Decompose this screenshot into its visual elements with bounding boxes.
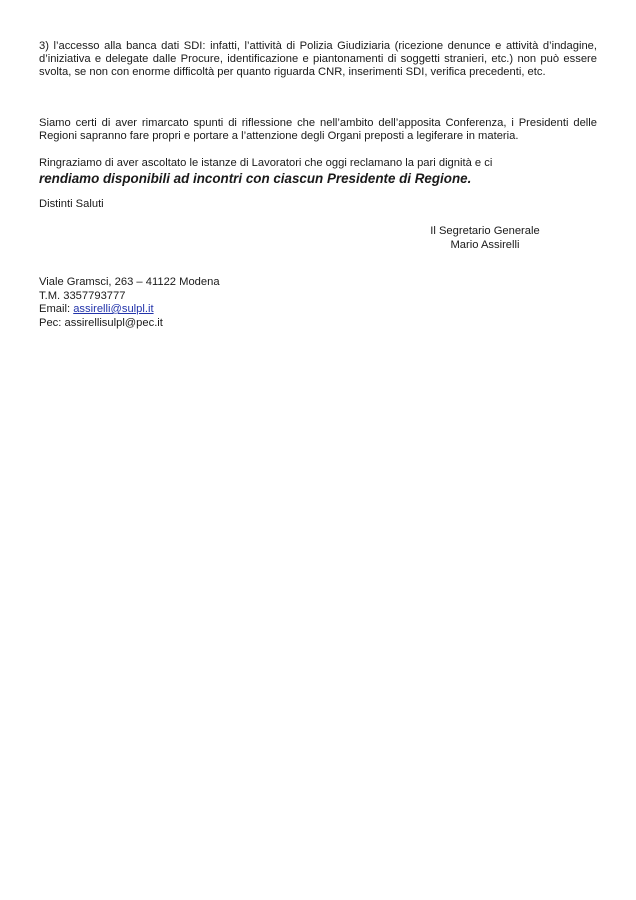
signature-block [400,225,570,253]
pec-line [39,317,220,331]
paragraph-thanks [39,157,597,187]
pec-label: Pec: [39,316,65,329]
postal-address: Viale Gramsci, 263 – 41122 Modena [39,276,220,288]
contact-block [39,276,220,330]
greeting: Distinti Saluti [39,198,104,210]
signature-title: Il Segretario Generale [430,225,540,237]
phone-number: T.M. 3357793777 [39,289,126,302]
email-line [39,303,220,317]
availability-statement: rendiamo disponibili ad incontri con ciascun Presidente di Regione. [39,171,472,186]
paragraph-conference: Siamo certi di aver rimarcato spunti di riflessione che nell’ambito dell’apposita Conferenza, i Presidenti delle Regioni sapranno fare propri e portare a l’attenzione degli Organi preposti a legiferare in materia. [39,117,597,142]
paragraph-sdi-access: 3) l’accesso alla banca dati SDI: infatti, l’attività di Polizia Giudiziaria (ricezione denunce e attività d’indagine, d’iniziativa e delegate dalle Procure, identificazione e piantonamenti di soggetti stranieri, etc.) non può essere svolta, se non con enorme difficoltà per quanto riguarda CNR, inserimenti SDI, verifica precedenti, etc. [39,40,597,78]
signature-name: Mario Assirelli [450,239,520,251]
email-link[interactable]: assirelli@sulpl.it [73,303,154,315]
email-label: Email: [39,303,74,315]
pec-address: assirellisulpl@pec.it [64,316,163,329]
thanks-text: Ringraziamo di aver ascoltato le istanze di Lavoratori che oggi reclamano la pari dignità e ci [39,157,493,169]
